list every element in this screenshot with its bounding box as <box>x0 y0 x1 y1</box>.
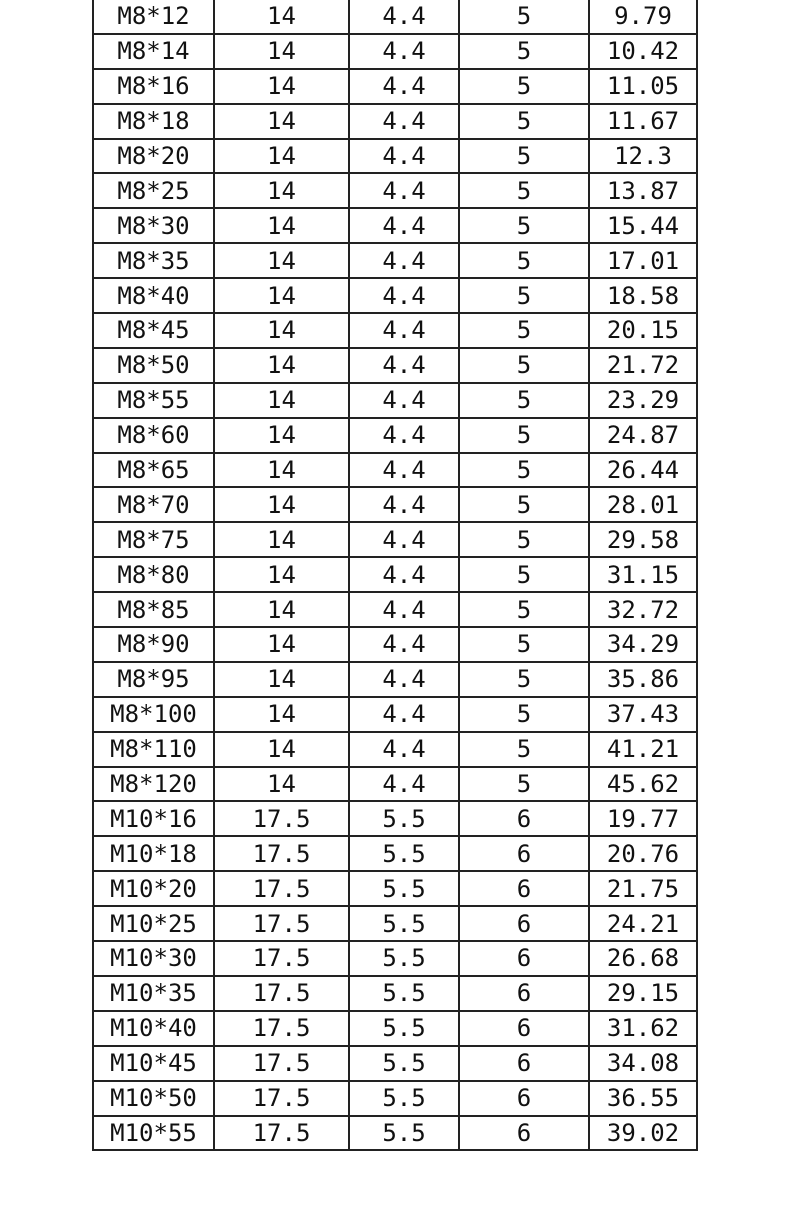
dimension-b-cell: 4.4 <box>349 243 459 278</box>
table-row <box>93 801 697 836</box>
dimension-a-cell: 14 <box>214 69 349 104</box>
size-cell: M8*75 <box>93 522 214 557</box>
table-row <box>93 941 697 976</box>
size-cell: M8*30 <box>93 208 214 243</box>
size-cell: M8*110 <box>93 732 214 767</box>
value-cell: 29.15 <box>589 976 697 1011</box>
value-cell: 17.01 <box>589 243 697 278</box>
dimension-b-cell: 4.4 <box>349 313 459 348</box>
dimension-c-cell: 5 <box>459 662 589 697</box>
size-cell: M10*20 <box>93 871 214 906</box>
dimension-a-cell: 14 <box>214 139 349 174</box>
value-cell: 24.87 <box>589 418 697 453</box>
dimension-b-cell: 4.4 <box>349 418 459 453</box>
value-cell: 45.62 <box>589 767 697 802</box>
spec-table-container <box>92 0 698 1151</box>
dimension-c-cell: 5 <box>459 453 589 488</box>
value-cell: 37.43 <box>589 697 697 732</box>
size-cell: M8*55 <box>93 383 214 418</box>
table-row <box>93 732 697 767</box>
dimension-a-cell: 17.5 <box>214 941 349 976</box>
value-cell: 19.77 <box>589 801 697 836</box>
value-cell: 32.72 <box>589 592 697 627</box>
value-cell: 36.55 <box>589 1081 697 1116</box>
dimension-b-cell: 5.5 <box>349 1081 459 1116</box>
value-cell: 21.75 <box>589 871 697 906</box>
dimension-c-cell: 5 <box>459 383 589 418</box>
table-row <box>93 348 697 383</box>
dimension-b-cell: 4.4 <box>349 732 459 767</box>
table-row <box>93 453 697 488</box>
size-cell: M10*45 <box>93 1046 214 1081</box>
dimension-b-cell: 5.5 <box>349 871 459 906</box>
dimension-a-cell: 14 <box>214 0 349 34</box>
value-cell: 13.87 <box>589 173 697 208</box>
dimension-b-cell: 4.4 <box>349 0 459 34</box>
dimension-b-cell: 4.4 <box>349 69 459 104</box>
table-row <box>93 627 697 662</box>
size-cell: M8*65 <box>93 453 214 488</box>
dimension-c-cell: 5 <box>459 627 589 662</box>
dimension-b-cell: 4.4 <box>349 627 459 662</box>
size-cell: M8*90 <box>93 627 214 662</box>
value-cell: 26.44 <box>589 453 697 488</box>
value-cell: 11.05 <box>589 69 697 104</box>
value-cell: 26.68 <box>589 941 697 976</box>
size-cell: M10*55 <box>93 1116 214 1151</box>
dimension-c-cell: 6 <box>459 1116 589 1151</box>
size-cell: M8*20 <box>93 139 214 174</box>
dimension-c-cell: 5 <box>459 557 589 592</box>
dimension-c-cell: 5 <box>459 69 589 104</box>
size-cell: M8*14 <box>93 34 214 69</box>
dimension-a-cell: 14 <box>214 173 349 208</box>
size-cell: M8*80 <box>93 557 214 592</box>
value-cell: 18.58 <box>589 278 697 313</box>
table-row <box>93 69 697 104</box>
dimension-c-cell: 5 <box>459 278 589 313</box>
dimension-a-cell: 14 <box>214 557 349 592</box>
size-cell: M8*85 <box>93 592 214 627</box>
value-cell: 21.72 <box>589 348 697 383</box>
dimension-a-cell: 14 <box>214 662 349 697</box>
dimension-c-cell: 5 <box>459 522 589 557</box>
dimension-a-cell: 14 <box>214 34 349 69</box>
dimension-a-cell: 14 <box>214 383 349 418</box>
dimension-b-cell: 4.4 <box>349 383 459 418</box>
dimension-b-cell: 4.4 <box>349 34 459 69</box>
dimension-a-cell: 17.5 <box>214 1081 349 1116</box>
value-cell: 10.42 <box>589 34 697 69</box>
table-row <box>93 139 697 174</box>
table-row <box>93 1081 697 1116</box>
dimension-a-cell: 14 <box>214 767 349 802</box>
dimension-b-cell: 4.4 <box>349 139 459 174</box>
dimension-a-cell: 14 <box>214 627 349 662</box>
table-row <box>93 1116 697 1151</box>
dimension-c-cell: 5 <box>459 208 589 243</box>
table-row <box>93 313 697 348</box>
dimension-a-cell: 14 <box>214 348 349 383</box>
dimension-c-cell: 5 <box>459 732 589 767</box>
value-cell: 23.29 <box>589 383 697 418</box>
dimension-b-cell: 5.5 <box>349 1116 459 1151</box>
table-row <box>93 697 697 732</box>
dimension-c-cell: 6 <box>459 976 589 1011</box>
table-row <box>93 836 697 871</box>
table-row <box>93 173 697 208</box>
table-row <box>93 767 697 802</box>
size-cell: M10*50 <box>93 1081 214 1116</box>
size-cell: M10*18 <box>93 836 214 871</box>
dimension-b-cell: 4.4 <box>349 348 459 383</box>
size-cell: M8*95 <box>93 662 214 697</box>
size-cell: M8*60 <box>93 418 214 453</box>
dimension-b-cell: 5.5 <box>349 836 459 871</box>
table-row <box>93 383 697 418</box>
size-cell: M8*70 <box>93 487 214 522</box>
dimension-a-cell: 17.5 <box>214 871 349 906</box>
dimension-c-cell: 6 <box>459 906 589 941</box>
dimension-b-cell: 4.4 <box>349 104 459 139</box>
table-row <box>93 208 697 243</box>
value-cell: 15.44 <box>589 208 697 243</box>
dimension-c-cell: 5 <box>459 243 589 278</box>
dimension-a-cell: 14 <box>214 278 349 313</box>
table-row <box>93 0 697 34</box>
table-row <box>93 278 697 313</box>
dimension-b-cell: 5.5 <box>349 976 459 1011</box>
table-row <box>93 104 697 139</box>
dimension-c-cell: 5 <box>459 173 589 208</box>
size-cell: M8*16 <box>93 69 214 104</box>
table-row <box>93 418 697 453</box>
dimension-b-cell: 4.4 <box>349 662 459 697</box>
dimension-a-cell: 14 <box>214 697 349 732</box>
dimension-a-cell: 14 <box>214 732 349 767</box>
value-cell: 34.29 <box>589 627 697 662</box>
table-row <box>93 1011 697 1046</box>
dimension-c-cell: 5 <box>459 139 589 174</box>
value-cell: 11.67 <box>589 104 697 139</box>
value-cell: 24.21 <box>589 906 697 941</box>
dimension-b-cell: 4.4 <box>349 487 459 522</box>
dimension-b-cell: 4.4 <box>349 592 459 627</box>
dimension-c-cell: 5 <box>459 104 589 139</box>
dimension-c-cell: 6 <box>459 1011 589 1046</box>
table-row <box>93 243 697 278</box>
dimension-a-cell: 14 <box>214 418 349 453</box>
table-row <box>93 34 697 69</box>
dimension-a-cell: 17.5 <box>214 801 349 836</box>
dimension-c-cell: 6 <box>459 1081 589 1116</box>
dimension-b-cell: 5.5 <box>349 1011 459 1046</box>
dimension-a-cell: 14 <box>214 453 349 488</box>
dimension-a-cell: 14 <box>214 313 349 348</box>
dimension-a-cell: 14 <box>214 487 349 522</box>
dimension-c-cell: 5 <box>459 487 589 522</box>
dimension-c-cell: 5 <box>459 34 589 69</box>
dimension-a-cell: 14 <box>214 522 349 557</box>
size-cell: M8*25 <box>93 173 214 208</box>
value-cell: 9.79 <box>589 0 697 34</box>
table-row <box>93 871 697 906</box>
value-cell: 35.86 <box>589 662 697 697</box>
size-cell: M8*45 <box>93 313 214 348</box>
dimension-a-cell: 14 <box>214 243 349 278</box>
value-cell: 12.3 <box>589 139 697 174</box>
size-cell: M8*35 <box>93 243 214 278</box>
dimension-b-cell: 5.5 <box>349 1046 459 1081</box>
size-cell: M8*12 <box>93 0 214 34</box>
value-cell: 20.15 <box>589 313 697 348</box>
dimension-c-cell: 6 <box>459 941 589 976</box>
value-cell: 20.76 <box>589 836 697 871</box>
size-cell: M8*100 <box>93 697 214 732</box>
dimension-c-cell: 6 <box>459 801 589 836</box>
size-cell: M10*25 <box>93 906 214 941</box>
dimension-c-cell: 6 <box>459 871 589 906</box>
value-cell: 29.58 <box>589 522 697 557</box>
dimension-c-cell: 5 <box>459 0 589 34</box>
dimension-b-cell: 4.4 <box>349 767 459 802</box>
dimension-a-cell: 17.5 <box>214 976 349 1011</box>
dimension-c-cell: 6 <box>459 1046 589 1081</box>
dimension-b-cell: 4.4 <box>349 522 459 557</box>
dimension-b-cell: 4.4 <box>349 453 459 488</box>
value-cell: 34.08 <box>589 1046 697 1081</box>
dimension-a-cell: 14 <box>214 592 349 627</box>
size-cell: M8*18 <box>93 104 214 139</box>
dimension-b-cell: 4.4 <box>349 173 459 208</box>
spec-table <box>92 0 698 1151</box>
dimension-b-cell: 5.5 <box>349 801 459 836</box>
dimension-a-cell: 14 <box>214 208 349 243</box>
dimension-c-cell: 5 <box>459 592 589 627</box>
table-row <box>93 557 697 592</box>
dimension-c-cell: 5 <box>459 697 589 732</box>
dimension-a-cell: 17.5 <box>214 906 349 941</box>
value-cell: 39.02 <box>589 1116 697 1151</box>
table-row <box>93 662 697 697</box>
size-cell: M8*120 <box>93 767 214 802</box>
dimension-b-cell: 4.4 <box>349 557 459 592</box>
dimension-c-cell: 5 <box>459 313 589 348</box>
size-cell: M8*50 <box>93 348 214 383</box>
dimension-b-cell: 4.4 <box>349 208 459 243</box>
table-row <box>93 906 697 941</box>
table-row <box>93 487 697 522</box>
spec-table-body <box>93 0 697 1150</box>
dimension-a-cell: 17.5 <box>214 1046 349 1081</box>
value-cell: 41.21 <box>589 732 697 767</box>
dimension-b-cell: 4.4 <box>349 697 459 732</box>
table-row <box>93 976 697 1011</box>
value-cell: 31.15 <box>589 557 697 592</box>
size-cell: M10*40 <box>93 1011 214 1046</box>
dimension-a-cell: 17.5 <box>214 1011 349 1046</box>
value-cell: 28.01 <box>589 487 697 522</box>
dimension-c-cell: 6 <box>459 836 589 871</box>
dimension-a-cell: 14 <box>214 104 349 139</box>
dimension-b-cell: 4.4 <box>349 278 459 313</box>
table-row <box>93 522 697 557</box>
dimension-a-cell: 17.5 <box>214 836 349 871</box>
value-cell: 31.62 <box>589 1011 697 1046</box>
size-cell: M10*35 <box>93 976 214 1011</box>
size-cell: M10*30 <box>93 941 214 976</box>
dimension-c-cell: 5 <box>459 348 589 383</box>
dimension-c-cell: 5 <box>459 418 589 453</box>
table-row <box>93 1046 697 1081</box>
dimension-b-cell: 5.5 <box>349 941 459 976</box>
dimension-c-cell: 5 <box>459 767 589 802</box>
table-row <box>93 592 697 627</box>
dimension-b-cell: 5.5 <box>349 906 459 941</box>
size-cell: M10*16 <box>93 801 214 836</box>
dimension-a-cell: 17.5 <box>214 1116 349 1151</box>
size-cell: M8*40 <box>93 278 214 313</box>
